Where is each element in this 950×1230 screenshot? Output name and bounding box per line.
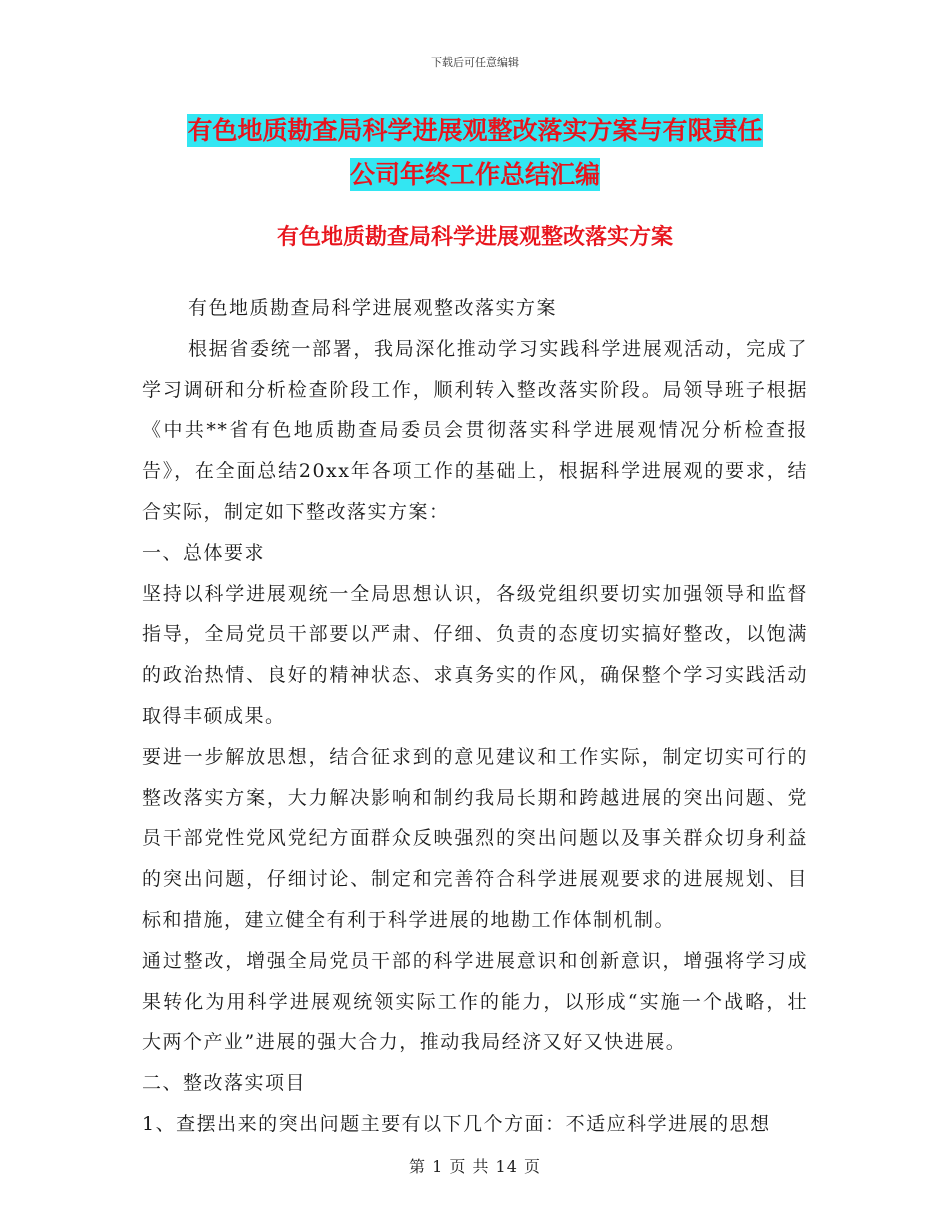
- heading-rectification-items: 二、整改落实项目: [142, 1072, 307, 1095]
- title-highlight-2: 公司年终工作总结汇编: [349, 160, 600, 189]
- document-title-line-2: [140, 152, 810, 198]
- section-title: 有色地质勘查局科学进展观整改落实方案: [276, 225, 673, 250]
- header-note: 下载后可任意编辑: [431, 56, 519, 69]
- paragraph-plan-name: 有色地质勘查局科学进展观整改落实方案: [188, 297, 558, 319]
- title-highlight-1: 有色地质勘查局科学进展观整改落实方案与有限责任: [187, 116, 763, 145]
- paragraph-requirement-3: 通过整改，增强全局党员干部的科学进展意识和创新意识，增强将学习成果转化为用科学进展观统领实际工作的能力，以形成“实施一个战略，壮大两个产业”进展的强大合力，推动我局经济又好又快进展。: [142, 949, 808, 1054]
- document-body: [142, 288, 808, 1145]
- paragraph-requirement-1: 坚持以科学进展观统一全局思想认识，各级党组织要切实加强领导和监督指导，全局党员干部要以严肃、仔细、负责的态度切实搞好整改，以饱满的政治热情、良好的精神状态、求真务实的作风，确保整个学习实践活动取得丰硕成果。: [142, 582, 808, 727]
- heading-general-requirements: 一、总体要求: [142, 541, 266, 564]
- paragraph-item-1: 1、查摆出来的突出问题主要有以下几个方面：不适应科学进展的思想: [142, 1112, 771, 1135]
- paragraph-intro: 根据省委统一部署，我局深化推动学习实践科学进展观活动，完成了学习调研和分析检查阶段工作，顺利转入整改落实阶段。局领导班子根据《中共**省有色地质勘查局委员会贯彻落实科学进展观情况分析检查报告》，在全面总结20xx年各项工作的基础上，根据科学进展观的要求，结合实际，制定如下整改落实方案：: [142, 337, 808, 523]
- paragraph-requirement-2: 要进一步解放思想，结合征求到的意见建议和工作实际，制定切实可行的整改落实方案，大力解决影响和制约我局长期和跨越进展的突出问题、党员干部党性党风党纪方面群众反映强烈的突出问题以及事关群众切身利益的突出问题，仔细讨论、制定和完善符合科学进展观要求的进展规划、目标和措施，建立健全有利于科学进展的地勘工作体制机制。: [142, 745, 808, 931]
- document-title-line-1: [140, 108, 810, 154]
- page-footer: 第 1 页 共 14 页: [409, 1157, 541, 1176]
